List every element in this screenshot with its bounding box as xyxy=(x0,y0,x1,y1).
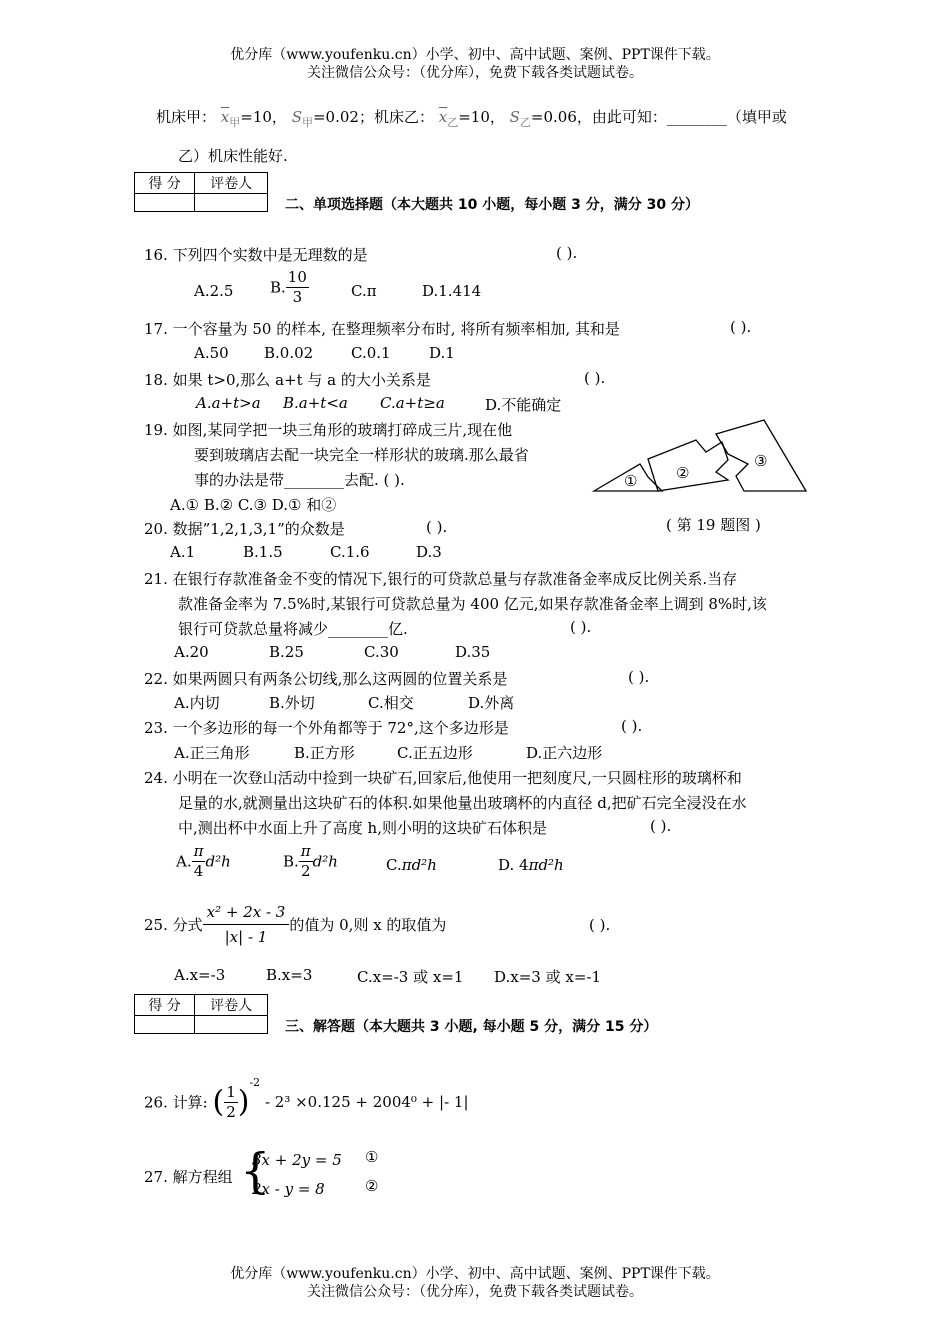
q20-option-d: D.3 xyxy=(416,543,442,561)
q23-paren: ( ). xyxy=(621,717,643,735)
q19-line-3: 事的办法是带________去配. ( ). xyxy=(194,471,405,489)
q21-option-b: B.25 xyxy=(269,643,304,661)
q25-paren: ( ). xyxy=(589,916,611,934)
q21-option-d: D.35 xyxy=(455,643,491,661)
q21-option-c: C.30 xyxy=(364,643,399,661)
q24-line-1: 24. 小明在一次登山活动中捡到一块矿石,回家后,他使用一把刻度尺,一只圆柱形的玻璃杯和 xyxy=(144,769,742,787)
q18-option-a: A.a+t>a xyxy=(196,394,261,412)
q22-option-b: B.外切 xyxy=(269,694,315,712)
q18-paren: ( ). xyxy=(584,369,606,387)
q20-paren: ( ). xyxy=(426,518,448,536)
q18-option-b: B.a+t<a xyxy=(283,394,348,412)
q22-option-a: A.内切 xyxy=(174,694,220,712)
q17-option-d: D.1 xyxy=(429,344,455,362)
q24-line-2: 足量的水,就测量出这块矿石的体积.如果他量出玻璃杯的内直径 d,把矿石完全浸没在水 xyxy=(178,794,747,812)
section-2-title: 二、单项选择题（本大题共 10 小题，每小题 3 分，满分 30 分） xyxy=(285,197,699,213)
header-line-1: 优分库（www.youfenku.cn）小学、初中、高中试题、案例、PPT课件下载。 xyxy=(230,47,720,63)
q22-option-c: C.相交 xyxy=(368,694,414,712)
q25-option-a: A.x=-3 xyxy=(174,966,226,984)
q20-stem: 20. 数据”1,2,1,3,1”的众数是 xyxy=(144,520,345,538)
q16-stem: 16. 下列四个实数中是无理数的是 xyxy=(144,246,368,264)
q16-option-b: B. $\frac{10}{3}$ xyxy=(270,268,307,306)
q23-stem: 23. 一个多边形的每一个外角都等于 72°,这个多边形是 xyxy=(144,719,509,737)
q27-equation-1: 3x + 2y = 5 xyxy=(252,1151,342,1169)
q24-option-a: A. $\frac{\pi}{4}$ d²h xyxy=(176,842,231,880)
q24-option-d: D. 4πd²h xyxy=(498,856,564,874)
q22-stem: 22. 如果两圆只有两条公切线,那么这两圆的位置关系是 xyxy=(144,670,508,688)
q18-option-d: D.不能确定 xyxy=(485,396,562,414)
q19-figure-caption: ( 第 19 题图 ) xyxy=(666,516,761,534)
q20-option-c: C.1.6 xyxy=(330,543,370,561)
piece-label-2: ② xyxy=(676,464,690,482)
q21-line-3: 银行可贷款总量将减少________亿. xyxy=(178,620,408,638)
score-box-1 xyxy=(134,172,268,212)
q19-line-1: 19. 如图,某同学把一块三角形的玻璃打碎成三片,现在他 xyxy=(144,421,513,439)
q17-stem: 17. 一个容量为 50 的样本, 在整理频率分布时, 将所有频率相加, 其和是 xyxy=(144,320,620,338)
q17-option-c: C.0.1 xyxy=(351,344,391,362)
q24-line-3: 中,测出杯中水面上升了高度 h,则小明的这块矿石体积是 xyxy=(178,819,547,837)
piece-label-1: ① xyxy=(624,472,638,490)
q23-option-d: D.正六边形 xyxy=(526,744,603,762)
score-header: 得 分 xyxy=(135,173,195,194)
piece-label-3: ③ xyxy=(754,452,768,470)
q24-paren: ( ). xyxy=(650,817,672,835)
q27-marker-1: ① xyxy=(365,1148,379,1166)
q16-paren: ( ). xyxy=(556,244,578,262)
q27-marker-2: ② xyxy=(365,1177,379,1195)
q16-option-a: A.2.5 xyxy=(194,282,234,300)
q21-paren: ( ). xyxy=(570,618,592,636)
q27-label: 27. 解方程组 xyxy=(144,1168,233,1186)
q22-option-d: D.外离 xyxy=(468,694,515,712)
q24-option-b: B. $\frac{\pi}{2}$ d²h xyxy=(283,842,338,880)
q25-stem: 25. 分式 $\frac{\text{x² + 2x - 3}}{|x| - 1}$ 的值为 0,则 x 的取值为 xyxy=(144,900,446,949)
score-cell[interactable] xyxy=(135,194,195,212)
q21-option-a: A.20 xyxy=(174,643,209,661)
q19-options: A.① B.② C.③ D.① 和② xyxy=(170,496,337,514)
grader-header: 评卷人 xyxy=(195,995,268,1016)
q23-option-b: B.正方形 xyxy=(294,744,355,762)
grader-cell[interactable] xyxy=(195,194,268,212)
q19-line-2: 要到玻璃店去配一块完全一样形状的玻璃.那么最省 xyxy=(194,446,529,464)
score-header: 得 分 xyxy=(135,995,195,1016)
q20-option-b: B.1.5 xyxy=(243,543,283,561)
q27-equation-2: 2x - y = 8 xyxy=(252,1180,325,1198)
system-brace: { xyxy=(240,1143,271,1199)
q26-expression: 26. 计算: ( $\frac{1}{2}$ )$^{-2}$ - 2³ ×0.125 + 2004⁰ + |- 1| xyxy=(144,1076,469,1121)
grader-cell[interactable] xyxy=(195,1016,268,1034)
q18-option-c: C.a+t≥a xyxy=(380,394,445,412)
q25-option-c: C.x=-3 或 x=1 xyxy=(357,968,464,986)
broken-glass-figure xyxy=(588,414,810,496)
footer-line-2: 关注微信公众号：（优分库），免费下载各类试题试卷。 xyxy=(307,1284,643,1300)
q16-option-c: C.π xyxy=(351,282,377,300)
q15-line-1: 机床甲： $\overline{x}_甲=10$， $S_甲=0.02$；机床乙： $\overline{x}_乙=10$， $S_乙=0.06$，由此可知：________（填甲或 xyxy=(156,108,787,129)
q18-stem: 18. 如果 t>0,那么 a+t 与 a 的大小关系是 xyxy=(144,371,431,389)
grader-header: 评卷人 xyxy=(195,173,268,194)
q17-paren: ( ). xyxy=(730,318,752,336)
q22-paren: ( ). xyxy=(628,668,650,686)
q20-option-a: A.1 xyxy=(170,543,196,561)
q16-option-d: D.1.414 xyxy=(422,282,482,300)
score-cell[interactable] xyxy=(135,1016,195,1034)
q21-line-2: 款准备金率为 7.5%时,某银行可贷款总量为 400 亿元,如果存款准备金率上调到 8%时,该 xyxy=(178,595,767,613)
footer-line-1: 优分库（www.youfenku.cn）小学、初中、高中试题、案例、PPT课件下载。 xyxy=(230,1266,720,1282)
header-line-2: 关注微信公众号：（优分库），免费下载各类试题试卷。 xyxy=(307,65,643,81)
q23-option-a: A.正三角形 xyxy=(174,744,250,762)
q24-option-c: C.πd²h xyxy=(386,856,437,874)
q17-option-a: A.50 xyxy=(194,344,229,362)
q25-option-b: B.x=3 xyxy=(266,966,313,984)
q23-option-c: C.正五边形 xyxy=(397,744,473,762)
q25-option-d: D.x=3 或 x=-1 xyxy=(494,968,602,986)
q17-option-b: B.0.02 xyxy=(264,344,314,362)
q15-line-2: 乙）机床性能好. xyxy=(178,147,288,165)
score-box-2 xyxy=(134,994,268,1034)
section-3-title: 三、解答题（本大题共 3 小题, 每小题 5 分，满分 15 分） xyxy=(285,1019,658,1035)
q21-line-1: 21. 在银行存款准备金不变的情况下,银行的可贷款总量与存款准备金率成反比例关系.当存 xyxy=(144,570,738,588)
